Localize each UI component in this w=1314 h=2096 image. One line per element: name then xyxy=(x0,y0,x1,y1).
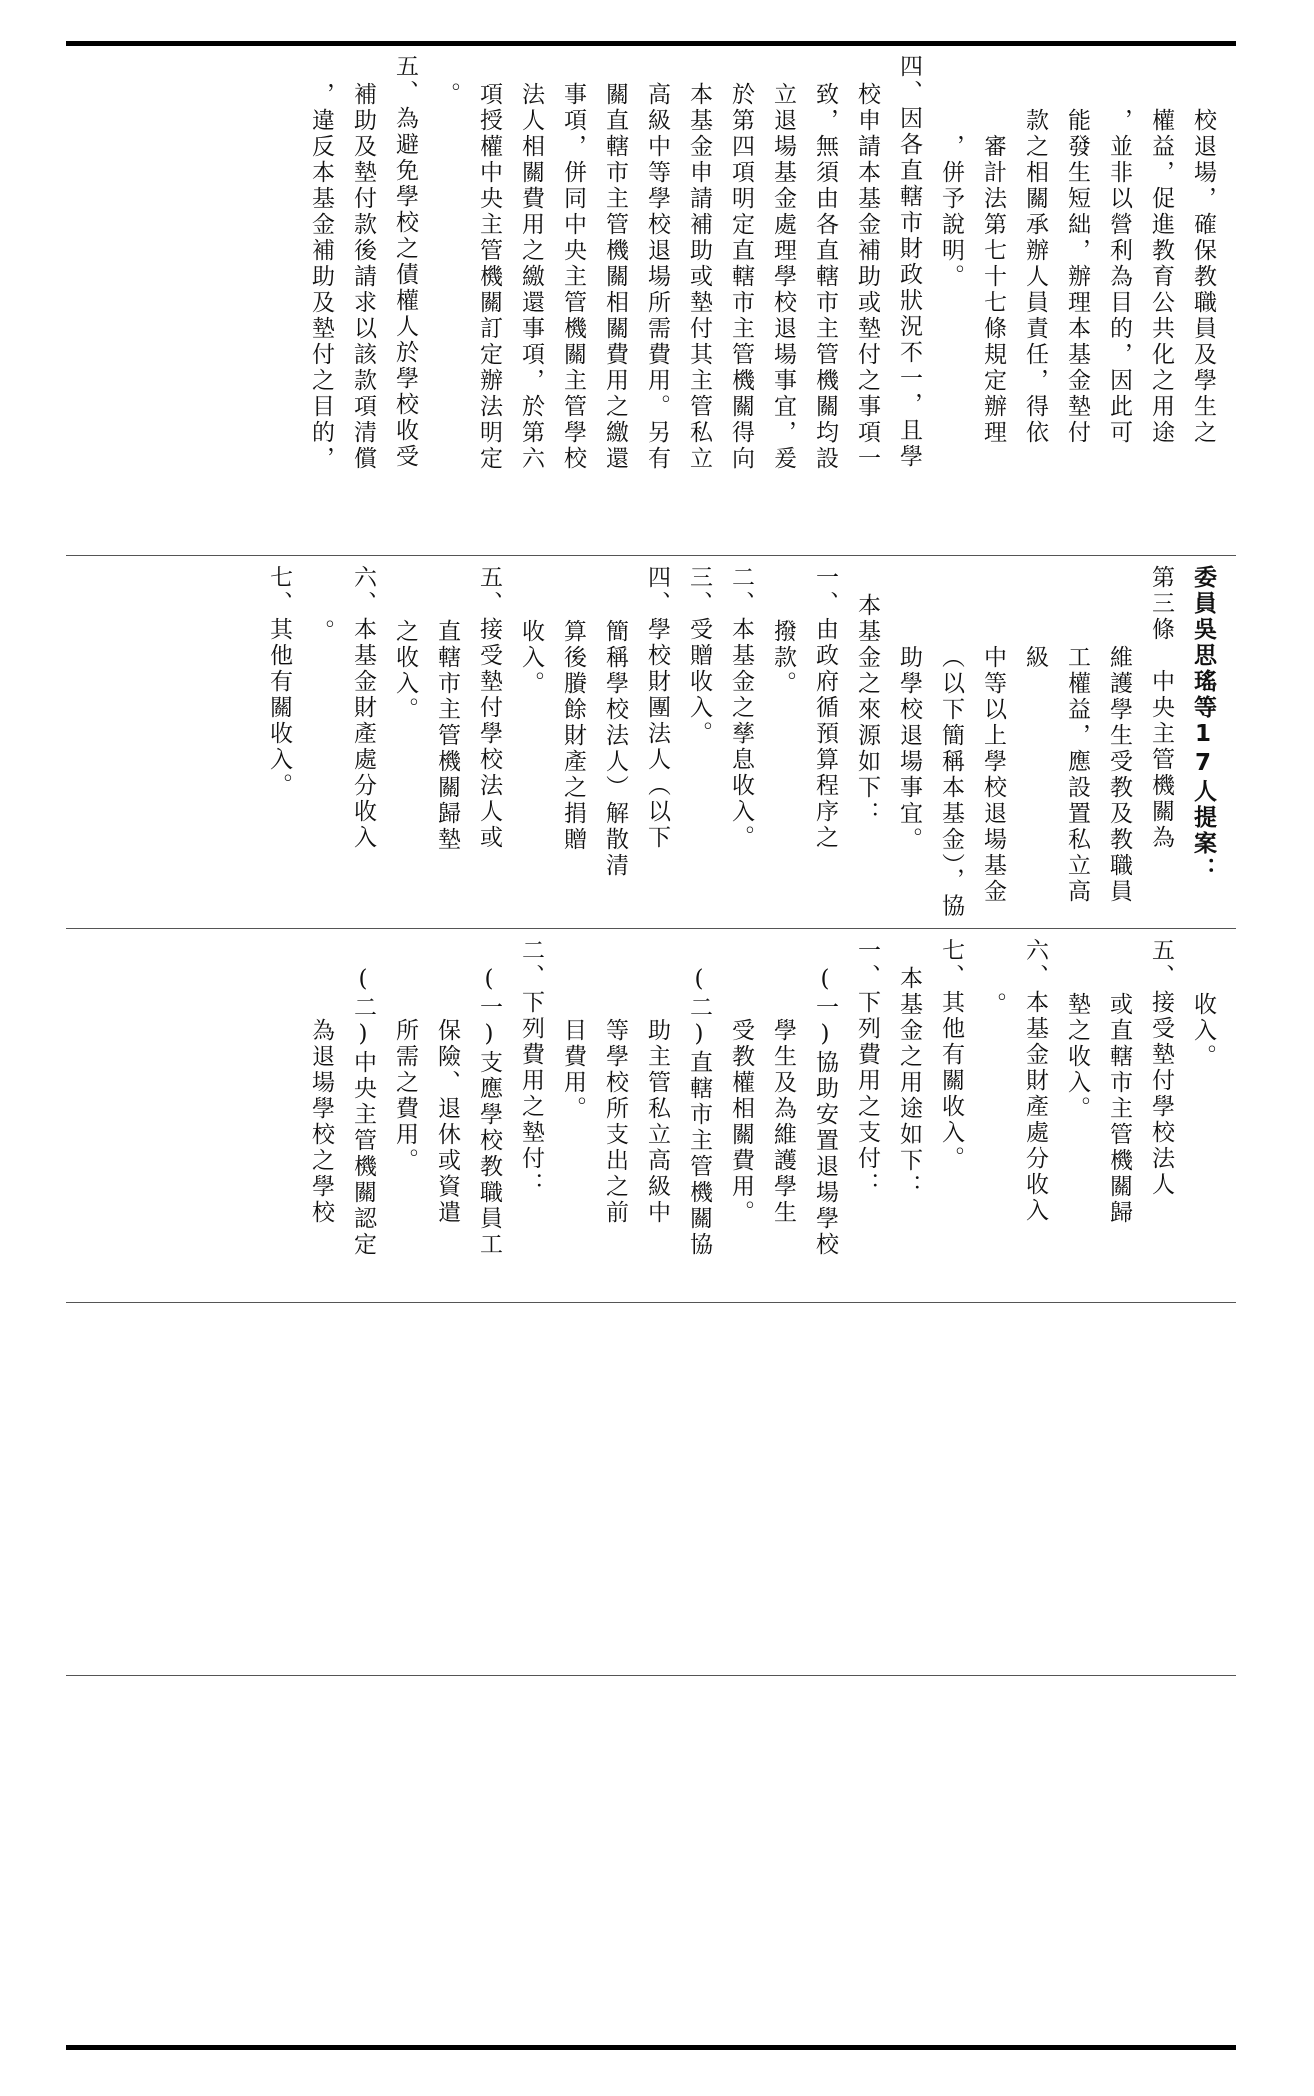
explanation-text xyxy=(300,54,1224,472)
text-line: 六、本基金財產處分收入 xyxy=(1022,938,1048,1224)
text-line: 七、其他有關收入。 xyxy=(266,565,292,799)
text-line: 為退場學校之學校 xyxy=(308,1018,334,1226)
text-line: 四、學校財團法人（以下 xyxy=(644,565,670,851)
text-line: 本基金之用途如下： xyxy=(896,966,922,1200)
text-line: ，違反本基金補助及墊付之目的， xyxy=(308,82,334,472)
text-line: (一)協助安置退場學校 xyxy=(812,966,838,1258)
divider-rule-1 xyxy=(66,555,1236,556)
text-line: 於第四項明定直轄市主管機關得向 xyxy=(728,82,754,472)
text-line: 助主管私立高級中 xyxy=(644,1018,670,1226)
text-line: 立退場基金處理學校退場事宜，爰 xyxy=(770,82,796,472)
text-line: ，併予說明。 xyxy=(938,134,964,290)
text-line: 校退場，確保教職員及學生之 xyxy=(1190,108,1216,446)
text-line: (二)直轄市主管機關協 xyxy=(686,966,712,1258)
text-line: 事項，併同中央主管機關主管學校 xyxy=(560,82,586,472)
text-line: 六、本基金財產處分收入 xyxy=(350,565,376,851)
text-line: ，並非以營利為目的，因此可 xyxy=(1106,108,1132,446)
text-line: 法人相關費用之繳還事項，於第六 xyxy=(518,82,544,472)
divider-rule-4 xyxy=(66,1675,1236,1676)
text-line: 七、其他有關收入。 xyxy=(938,938,964,1172)
text-line: 之收入。 xyxy=(392,619,418,723)
text-line: 。 xyxy=(308,619,334,645)
text-line: 三、受贈收入。 xyxy=(686,565,712,747)
text-line: 二、下列費用之墊付： xyxy=(518,938,544,1198)
text-line: 五、接受墊付學校法人或 xyxy=(476,565,502,851)
text-line: 第三條 中央主管機關為 xyxy=(1148,565,1174,851)
current-law-text xyxy=(300,938,1224,1258)
text-line: 四、因各直轄市財政狀況不一，且學 xyxy=(896,54,922,470)
explanation-column xyxy=(66,46,1236,554)
text-line: 算後賸餘財產之捐贈 xyxy=(560,619,586,853)
text-line: 校申請本基金補助或墊付之事項一 xyxy=(854,82,880,472)
text-line: 能發生短絀，辦理本基金墊付 xyxy=(1064,108,1090,446)
text-line: 等學校所支出之前 xyxy=(602,1018,628,1226)
text-line: 本基金之來源如下： xyxy=(854,593,880,827)
text-line: 款之相關承辦人員責任，得依 xyxy=(1022,108,1048,446)
text-line: 學生及為維護學生 xyxy=(770,1018,796,1226)
text-line: (一)支應學校教職員工 xyxy=(476,966,502,1258)
proposal-title: 委員吳思瑤等17人提案： xyxy=(1190,565,1216,883)
text-line: 。 xyxy=(434,82,460,108)
text-line: 五、為避免學校之債權人於學校收受 xyxy=(392,54,418,470)
text-line: 致，無須由各直轄市主管機關均設 xyxy=(812,82,838,472)
empty-column-2 xyxy=(66,1677,1236,2044)
text-line: 審計法第七十七條規定辦理 xyxy=(980,134,1006,446)
bottom-rule xyxy=(66,2045,1236,2050)
text-line: 維護學生受教及教職員 xyxy=(1106,645,1132,905)
text-line: 助學校退場事宜。 xyxy=(896,645,922,853)
proposal-text xyxy=(258,565,1224,927)
text-line: 五、接受墊付學校法人 xyxy=(1148,938,1174,1198)
text-line: 中等以上學校退場基金 xyxy=(980,645,1006,905)
text-line: 收入。 xyxy=(1190,992,1216,1070)
text-line: 受教權相關費用。 xyxy=(728,1018,754,1226)
text-line: 補助及墊付款後請求以該款項清償 xyxy=(350,82,376,472)
text-line: 目費用。 xyxy=(560,1018,586,1122)
text-line: 所需之費用。 xyxy=(392,1018,418,1174)
text-line: （以下簡稱本基金），協 xyxy=(938,645,964,920)
text-line: 墊之收入。 xyxy=(1064,992,1090,1122)
text-line: 撥款。 xyxy=(770,619,796,697)
text-line: 。 xyxy=(980,992,1006,1018)
text-line: 收入。 xyxy=(518,619,544,697)
empty-column-1 xyxy=(66,1304,1236,1674)
text-line: 關直轄市主管機關相關費用之繳還 xyxy=(602,82,628,472)
text-line: 直轄市主管機關歸墊 xyxy=(434,619,460,853)
text-line: 權益，促進教育公共化之用途 xyxy=(1148,108,1174,446)
text-line: 本基金申請補助或墊付其主管私立 xyxy=(686,82,712,472)
text-line: 一、下列費用之支付： xyxy=(854,938,880,1198)
text-line: 簡稱學校法人）解散清 xyxy=(602,619,628,879)
current-law-column xyxy=(66,930,1236,1301)
text-line: 二、本基金之孳息收入。 xyxy=(728,565,754,851)
text-line: 項授權中央主管機關訂定辦法明定 xyxy=(476,82,502,472)
text-line: 保險、退休或資遣 xyxy=(434,1018,460,1226)
text-line: 工權益，應設置私立高級 xyxy=(1022,645,1090,905)
text-line: 高級中等學校退場所需費用。另有 xyxy=(644,82,670,472)
divider-rule-2 xyxy=(66,928,1236,929)
text-line: 一、由政府循預算程序之 xyxy=(812,565,838,851)
text-line: 或直轄市主管機關歸 xyxy=(1106,992,1132,1226)
divider-rule-3 xyxy=(66,1302,1236,1303)
proposal-column xyxy=(66,557,1236,927)
text-line: (二)中央主管機關認定 xyxy=(350,966,376,1258)
